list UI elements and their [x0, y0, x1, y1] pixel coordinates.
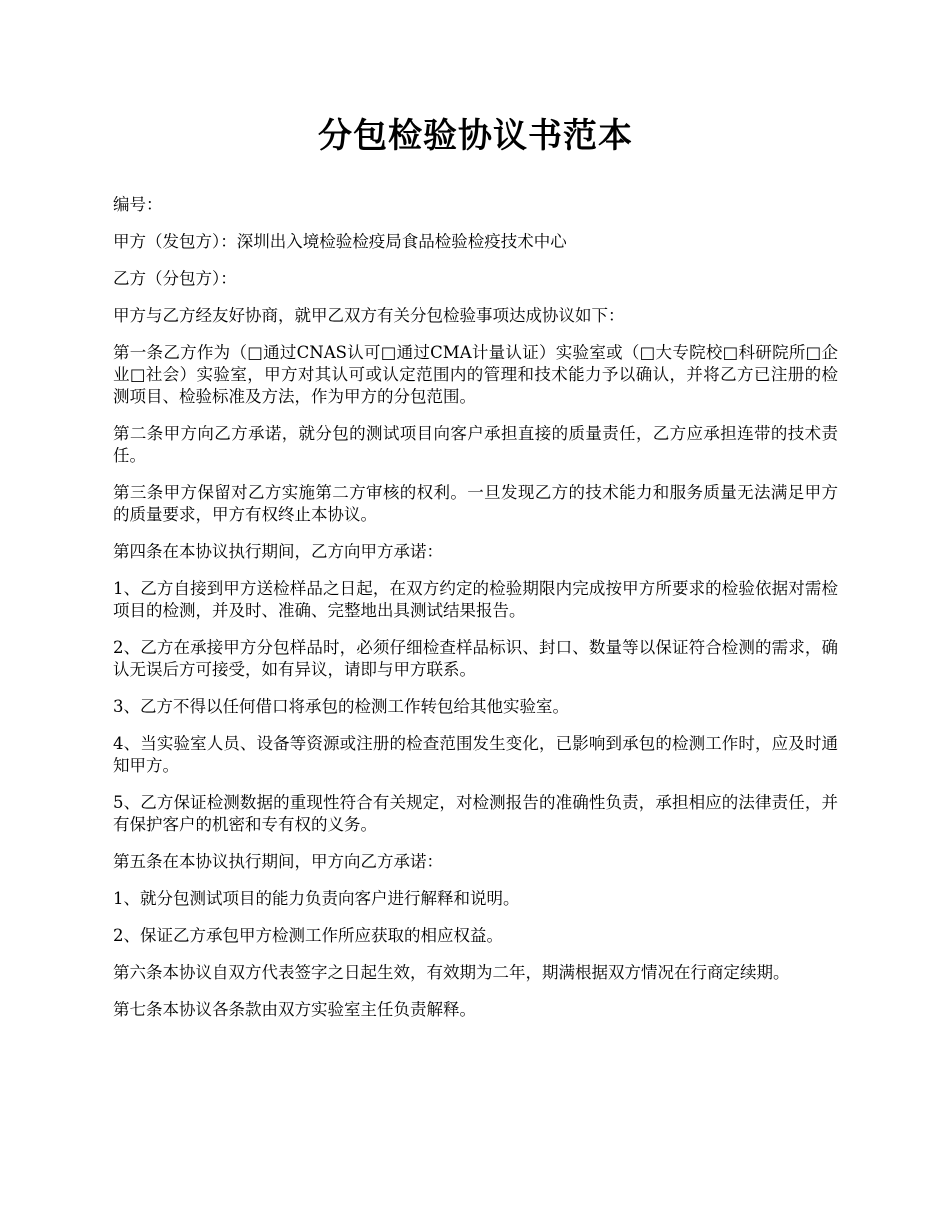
serial-number-line: 编号：: [113, 195, 163, 214]
article-4-item-3: 3、乙方不得以任何借口将承包的检测工作转包给其他实验室。: [113, 697, 569, 716]
article-7: 第七条本协议各条款由双方实验室主任负责解释。: [113, 1000, 476, 1019]
article-5-item-1: 1、就分包测试项目的能力负责向客户进行解释和说明。: [113, 889, 520, 908]
article-3: 第三条甲方保留对乙方实施第二方审核的权利。一旦发现乙方的技术能力和服务质量无法满足甲方的质量要求，甲方有权终止本协议。: [113, 483, 838, 524]
article-6: 第六条本协议自双方代表签字之日起生效，有效期为二年，期满根据双方情况在行商定续期。: [113, 963, 790, 982]
article-4-item-5: 5、乙方保证检测数据的重现性符合有关规定，对检测报告的准确性负责，承担相应的法律责任，并有保护客户的机密和专有权的义务。: [113, 793, 838, 834]
article-5-heading: 第五条在本协议执行期间，甲方向乙方承诺：: [113, 852, 443, 871]
party-a-line: 甲方（发包方）：深圳出入境检验检疫局食品检验检疫技术中心: [113, 232, 567, 251]
party-b-line: 乙方（分包方）：: [113, 269, 237, 288]
article-2: 第二条甲方向乙方承诺，就分包的测试项目向客户承担直接的质量责任，乙方应承担连带的技术责任。: [113, 424, 838, 465]
article-4-heading: 第四条在本协议执行期间，乙方向甲方承诺：: [113, 542, 443, 561]
document-title: 分包检验协议书范本: [318, 116, 633, 156]
article-5-item-2: 2、保证乙方承包甲方检测工作所应获取的相应权益。: [113, 926, 503, 945]
article-1: 第一条乙方作为（□通过CNAS认可□通过CMA计量认证）实验室或（□大专院校□科研院所□企业□社会）实验室，甲方对其认可或认定范围内的管理和技术能力予以确认，并将乙方已注册的检测项目、检验标准及方法，作为甲方的分包范围。: [113, 343, 838, 406]
agreement-intro: 甲方与乙方经友好协商，就甲乙双方有关分包检验事项达成协议如下：: [113, 306, 625, 325]
article-4-item-4: 4、当实验室人员、设备等资源或注册的检查范围发生变化，已影响到承包的检测工作时，应及时通知甲方。: [113, 734, 838, 775]
article-4-item-2: 2、乙方在承接甲方分包样品时，必须仔细检查样品标识、封口、数量等以保证符合检测的需求，确认无误后方可接受，如有异议，请即与甲方联系。: [113, 638, 838, 679]
article-4-item-1: 1、乙方自接到甲方送检样品之日起，在双方约定的检验期限内完成按甲方所要求的检验依据对需检项目的检测，并及时、准确、完整地出具测试结果报告。: [113, 579, 838, 620]
